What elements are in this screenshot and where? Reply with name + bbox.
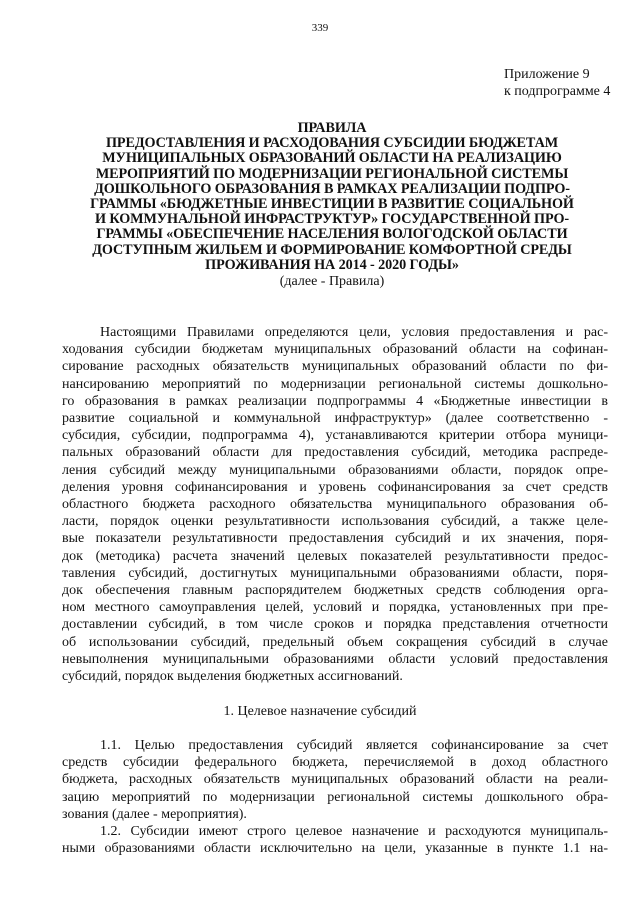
document-title <box>62 121 602 290</box>
title-subtitle: (далее - Правила) <box>279 274 385 290</box>
paragraph-line: ными образованиями области исключительно на цели, указанные в пункте 1.1 на- <box>62 841 608 857</box>
paragraph-line: ном местного самоуправления целей, условий и порядка, установленных при пре- <box>62 600 608 616</box>
paragraph-line: об использовании субсидий, предельный объем сокращения субсидий в случае <box>62 634 608 650</box>
title-line: ПРАВИЛА <box>297 120 367 136</box>
paragraph-line: вые показатели результативности предоставления субсидий и их значения, поря- <box>62 531 608 547</box>
appendix-line: Приложение 9 <box>504 67 590 82</box>
paragraph-line: го образования в рамках реализации подпрограммы 4 «Бюджетные инвестиции в <box>62 393 608 409</box>
paragraph-line: зацию мероприятий по модернизации региональной системы дошкольного обра- <box>62 789 608 805</box>
title-line: ГРАММЫ «ОБЕСПЕЧЕНИЕ НАСЕЛЕНИЯ ВОЛОГОДСКОЙ ОБЛАСТИ <box>96 226 568 243</box>
title-line: ГРАММЫ «БЮДЖЕТНЫЕ ИНВЕСТИЦИИ В РАЗВИТИЕ СОЦИАЛЬНОЙ <box>90 196 574 213</box>
appendix-reference <box>504 66 610 100</box>
title-line: МЕРОПРИЯТИЙ ПО МОДЕРНИЗАЦИИ РЕГИОНАЛЬНОЙ СИСТЕМЫ <box>95 165 569 182</box>
paragraph-line: пальных образований области для предоставления субсидий, методика распреде- <box>62 445 608 461</box>
paragraph-line: бюджета, расходных обязательств муниципальных образований области на реали- <box>62 772 608 788</box>
paragraph-line: невыполнения муниципальными образованиями области условий предоставления <box>62 651 608 667</box>
paragraph-line: ходования субсидии бюджетам муниципальных образований области на софинан- <box>62 342 608 358</box>
clause-1-1 <box>62 737 608 823</box>
paragraph-line: зования (далее - мероприятия). <box>62 806 247 822</box>
paragraph-line: док обеспечения главным распорядителем бюджетных средств соблюдения орга- <box>62 583 608 599</box>
paragraph-line: док (методика) расчета значений целевых показателей результативности предос- <box>62 548 608 564</box>
paragraph-line: субсидия, субсидии, подпрограмма 4), устанавливаются критерии отбора муници- <box>62 428 608 444</box>
paragraph-line: средств субсидии федерального бюджета, перечисляемой в доход областного <box>62 755 608 771</box>
page-number: 339 <box>311 22 329 34</box>
paragraph-line: деления уровня софинансирования и уровень софинансирования за счет средств <box>62 479 608 495</box>
title-line: МУНИЦИПАЛЬНЫХ ОБРАЗОВАНИЙ ОБЛАСТИ НА РЕАЛИЗАЦИЮ <box>102 150 562 167</box>
title-line: И КОММУНАЛЬНОЙ ИНФРАСТРУКТУР» ГОСУДАРСТВЕННОЙ ПРО- <box>95 211 569 228</box>
paragraph-line: развитие социальной и коммунальной инфраструктур» (далее соответственно - <box>62 411 608 427</box>
section-heading: 1. Целевое назначение субсидий <box>223 704 417 719</box>
intro-paragraph <box>62 324 608 685</box>
appendix-line: к подпрограмме 4 <box>504 84 611 99</box>
title-line: ПРОЖИВАНИЯ НА 2014 - 2020 ГОДЫ» <box>205 256 459 273</box>
paragraph-line: ления субсидий между муниципальными образованиями области, порядок опре- <box>62 462 608 478</box>
paragraph-line: ласти, порядок оценки результативности использования субсидий, а также целе- <box>62 514 608 530</box>
title-line: ДОСТУПНЫМ ЖИЛЬЕМ И ФОРМИРОВАНИЕ КОМФОРТНОЙ СРЕДЫ <box>92 241 572 258</box>
paragraph-line: 1.1. Целью предоставления субсидий является софинансирование за счет <box>100 738 608 753</box>
paragraph-line: сирование расходных обязательств муниципальных образований области по фи- <box>62 359 608 375</box>
paragraph-line: нансированию мероприятий по модернизации региональной системы дошкольно- <box>62 376 608 392</box>
paragraph-line: Настоящими Правилами определяются цели, условия предоставления и рас- <box>100 325 608 340</box>
paragraph-line: субсидий, порядок выделения бюджетных ассигнований. <box>62 669 403 685</box>
paragraph-line: тавления субсидий, достигнутых муниципальными образованиями области, поря- <box>62 565 608 581</box>
paragraph-line: доставлении субсидий, в том числе сроков и порядка представления отчетности <box>62 617 608 633</box>
paragraph-line: областного бюджета расходного обязательства муниципального образования об- <box>62 497 608 513</box>
title-line: ПРЕДОСТАВЛЕНИЯ И РАСХОДОВАНИЯ СУБСИДИИ БЮДЖЕТАМ <box>105 135 559 152</box>
title-line: ДОШКОЛЬНОГО ОБРАЗОВАНИЯ В РАМКАХ РЕАЛИЗАЦИИ ПОДПРО- <box>94 180 570 197</box>
clause-1-2 <box>62 823 608 857</box>
paragraph-line: 1.2. Субсидии имеют строго целевое назначение и расходуются муниципаль- <box>100 824 608 839</box>
